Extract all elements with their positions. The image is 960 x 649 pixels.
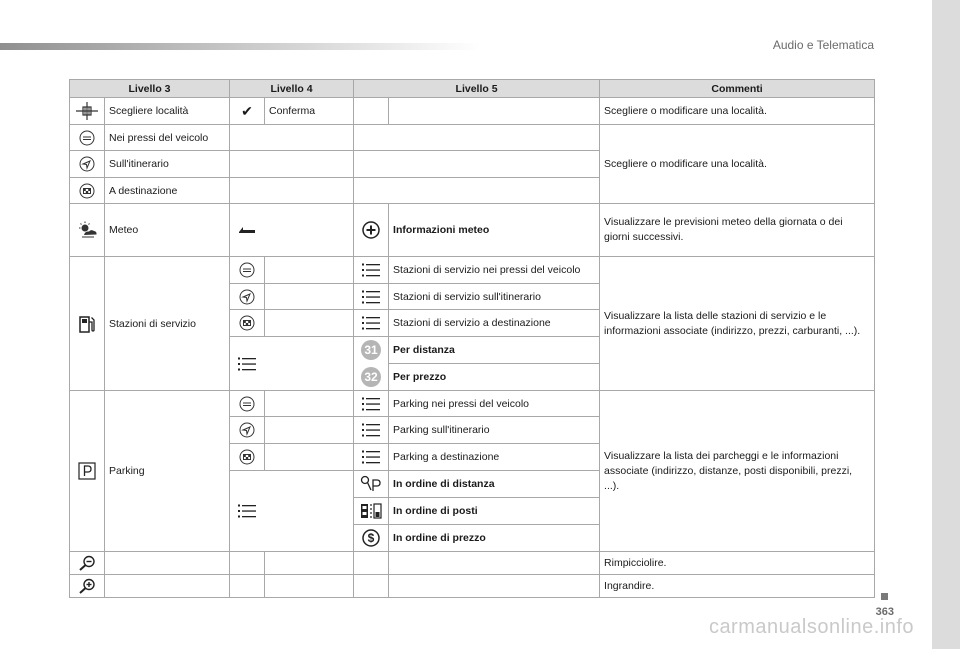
page-marker bbox=[881, 593, 888, 600]
cell-itinerario: Sull'itinerario bbox=[105, 151, 230, 178]
table-row bbox=[70, 125, 875, 151]
list-icon bbox=[230, 337, 354, 391]
table-header-row bbox=[70, 80, 875, 98]
cell-destinazione: A destinazione bbox=[105, 178, 230, 204]
route-arrow-icon bbox=[230, 417, 265, 444]
cell-parking: Parking bbox=[105, 391, 230, 552]
sort-distance-badge: 31 bbox=[354, 337, 389, 364]
near-vehicle-icon bbox=[230, 391, 265, 417]
comment-zoom-out: Rimpicciolire. bbox=[600, 552, 875, 575]
comment-parking: Visualizzare la lista dei parcheggi e le informazioni associate (indirizzo, distanze, posti disponibili, prezzi, ...). bbox=[600, 391, 875, 552]
zoom-in-icon bbox=[70, 575, 105, 598]
header-gradient-bar bbox=[0, 43, 480, 50]
cell-conferma: Conferma bbox=[265, 98, 354, 125]
table-row bbox=[70, 257, 875, 284]
list-icon bbox=[354, 417, 389, 444]
zoom-out-icon bbox=[70, 552, 105, 575]
cell-stazioni-nei-pressi: Stazioni di servizio nei pressi del veicolo bbox=[389, 257, 600, 284]
cell-ordine-distanza: In ordine di distanza bbox=[389, 471, 600, 498]
page-side-tab bbox=[932, 0, 960, 649]
comment-stazioni: Visualizzare la lista delle stazioni di servizio e le informazioni associate (indirizzo, prezzi, carburanti, ...). bbox=[600, 257, 875, 391]
cell-stazioni-itinerario: Stazioni di servizio sull'itinerario bbox=[389, 284, 600, 310]
list-icon bbox=[230, 471, 354, 552]
cell-per-distanza: Per distanza bbox=[389, 337, 600, 364]
cell-per-prezzo: Per prezzo bbox=[389, 364, 600, 391]
table-row bbox=[70, 98, 875, 125]
column-header-level3: Livello 3 bbox=[70, 80, 230, 98]
page-number: 363 bbox=[875, 606, 894, 618]
back-arrow-icon bbox=[230, 204, 354, 257]
comment-scegliere: Scegliere o modificare una località. bbox=[600, 98, 875, 125]
weather-icon bbox=[70, 204, 105, 257]
column-header-level5: Livello 5 bbox=[354, 80, 600, 98]
cell-scegliere-localita: Scegliere località bbox=[105, 98, 230, 125]
info-plus-icon bbox=[354, 204, 389, 257]
parking-icon bbox=[70, 391, 105, 552]
route-arrow-icon bbox=[230, 284, 265, 310]
near-vehicle-icon bbox=[70, 125, 105, 151]
table-row bbox=[70, 391, 875, 417]
cell-parking-nei-pressi: Parking nei pressi del veicolo bbox=[389, 391, 600, 417]
list-icon bbox=[354, 391, 389, 417]
list-icon bbox=[354, 310, 389, 337]
comment-location: Scegliere o modificare una località. bbox=[600, 125, 875, 204]
dollar-icon bbox=[354, 525, 389, 552]
cell-meteo: Meteo bbox=[105, 204, 230, 257]
column-header-comments: Commenti bbox=[600, 80, 875, 98]
table-row bbox=[70, 552, 875, 575]
list-icon bbox=[354, 284, 389, 310]
cell-ordine-prezzo: In ordine di prezzo bbox=[389, 525, 600, 552]
location-pin-icon bbox=[70, 98, 105, 125]
menu-table bbox=[69, 79, 875, 598]
destination-flag-icon bbox=[70, 178, 105, 204]
column-header-level4: Livello 4 bbox=[230, 80, 354, 98]
table-row bbox=[70, 204, 875, 257]
comment-meteo: Visualizzare le previsioni meteo della giornata o dei giorni successivi. bbox=[600, 204, 875, 257]
cell-parking-itinerario: Parking sull'itinerario bbox=[389, 417, 600, 444]
cell-ordine-posti: In ordine di posti bbox=[389, 498, 600, 525]
fuel-pump-icon bbox=[70, 257, 105, 391]
sort-price-badge: 32 bbox=[354, 364, 389, 391]
cell-informazioni-meteo: Informazioni meteo bbox=[389, 204, 600, 257]
list-icon bbox=[354, 444, 389, 471]
cell-parking-destinazione: Parking a destinazione bbox=[389, 444, 600, 471]
list-icon bbox=[354, 257, 389, 284]
watermark: carmanualsonline.info bbox=[708, 616, 914, 638]
svg-text:$: $ bbox=[367, 531, 375, 546]
cell-stazioni-destinazione: Stazioni di servizio a destinazione bbox=[389, 310, 600, 337]
section-title: Audio e Telematica bbox=[772, 38, 874, 52]
distance-parking-icon bbox=[354, 471, 389, 498]
near-vehicle-icon bbox=[230, 257, 265, 284]
cell-stazioni: Stazioni di servizio bbox=[105, 257, 230, 391]
parking-spaces-icon bbox=[354, 498, 389, 525]
destination-flag-icon bbox=[230, 310, 265, 337]
table-row bbox=[70, 575, 875, 598]
destination-flag-icon bbox=[230, 444, 265, 471]
comment-zoom-in: Ingrandire. bbox=[600, 575, 875, 598]
checkmark-icon: ✔ bbox=[230, 98, 265, 125]
route-arrow-icon bbox=[70, 151, 105, 178]
cell-nei-pressi: Nei pressi del veicolo bbox=[105, 125, 230, 151]
